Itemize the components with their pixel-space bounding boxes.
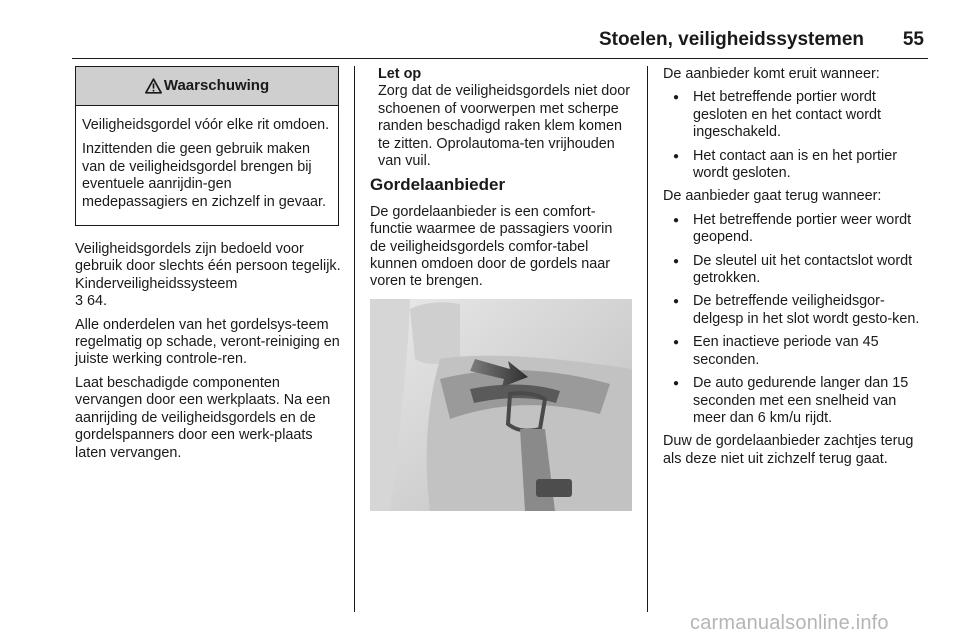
condition-list [663,89,929,182]
page-reference-link[interactable]: 3 64. [75,293,108,310]
list-intro: De aanbieder gaat terug wanneer: [663,188,882,205]
column-right [663,66,929,474]
list-item: ● Het betreffende portier wordt gesloten en het contact wordt ingeschakeld. [663,89,929,141]
list-item: ● Een inactieve periode van 45 seconden. [663,334,929,369]
warning-box [75,66,339,226]
list-intro: De aanbieder komt eruit wanneer: [663,66,880,82]
warning-body [76,106,338,225]
column-middle [370,66,632,511]
paragraph: Alle onderdelen van het gordelsys-teem regelmatig op schade, veront-reiniging en juiste werking controle-ren. [75,316,340,368]
list-item: ● De betreffende veiligheidsgor-delgesp in het slot wordt gesto-ken. [663,293,929,328]
page-header [72,26,928,59]
paragraph-text: Veiligheidsgordels zijn bedoeld voor gebruik door slechts één persoon tegelijk. Kinderveiligheidssysteem [75,241,341,292]
paragraph: De gordelaanbieder is een comfort-functie waarmee de passagiers voorin de veiligheidsgordels comfor-tabel kunnen omdoen door de gordels naar voren te brengen. [370,203,613,290]
warning-triangle-icon [145,78,162,94]
column-divider [647,66,648,612]
note-title: Let op [378,66,422,82]
list-item: ● De sleutel uit het contactslot wordt getrokken. [663,253,929,288]
section-heading: Gordelaanbieder [370,175,506,195]
paragraph: Laat beschadigde componenten vervangen door een werkplaats. Na een aanrijding de veiligheidsgordels en de gordelspanners door een werk-plaats laten vervangen. [75,374,331,461]
list-item: ● De auto gedurende langer dan 15 seconden met een snelheid van meer dan 6 km/u rijdt. [663,375,929,427]
paragraph: Duw de gordelaanbieder zachtjes terug als deze niet uit zichzelf terug gaat. [663,433,914,467]
paragraph [75,241,341,311]
list-item: ● Het betreffende portier weer wordt geopend. [663,212,929,247]
warning-header [76,67,338,106]
warning-paragraph: Veiligheidsgordel vóór elke rit omdoen. [82,117,330,133]
page-number: 55 [902,29,924,50]
note-text: Zorg dat de veiligheidsgordels niet door schoenen of voorwerpen met scherpe randen beschadigd raken klem komen te zitten. Oprolautoma-ten vrijhouden van vuil. [378,83,630,170]
warning-title: Waarschuwing [163,77,270,95]
page-title: Stoelen, veiligheidssystemen [598,29,864,50]
belt-presenter-illustration [370,299,632,511]
column-divider [354,66,355,612]
list-item: ● Het contact aan is en het portier wordt gesloten. [663,148,929,183]
column-left [75,66,341,468]
watermark: carmanualsonline.info [690,612,889,634]
warning-paragraph: Inzittenden die geen gebruik maken van de veiligheidsgordel brengen bij eventuele aanrijdin-gen medepassagiers en zichzelf in gevaar. [82,141,326,210]
condition-list [663,212,929,427]
